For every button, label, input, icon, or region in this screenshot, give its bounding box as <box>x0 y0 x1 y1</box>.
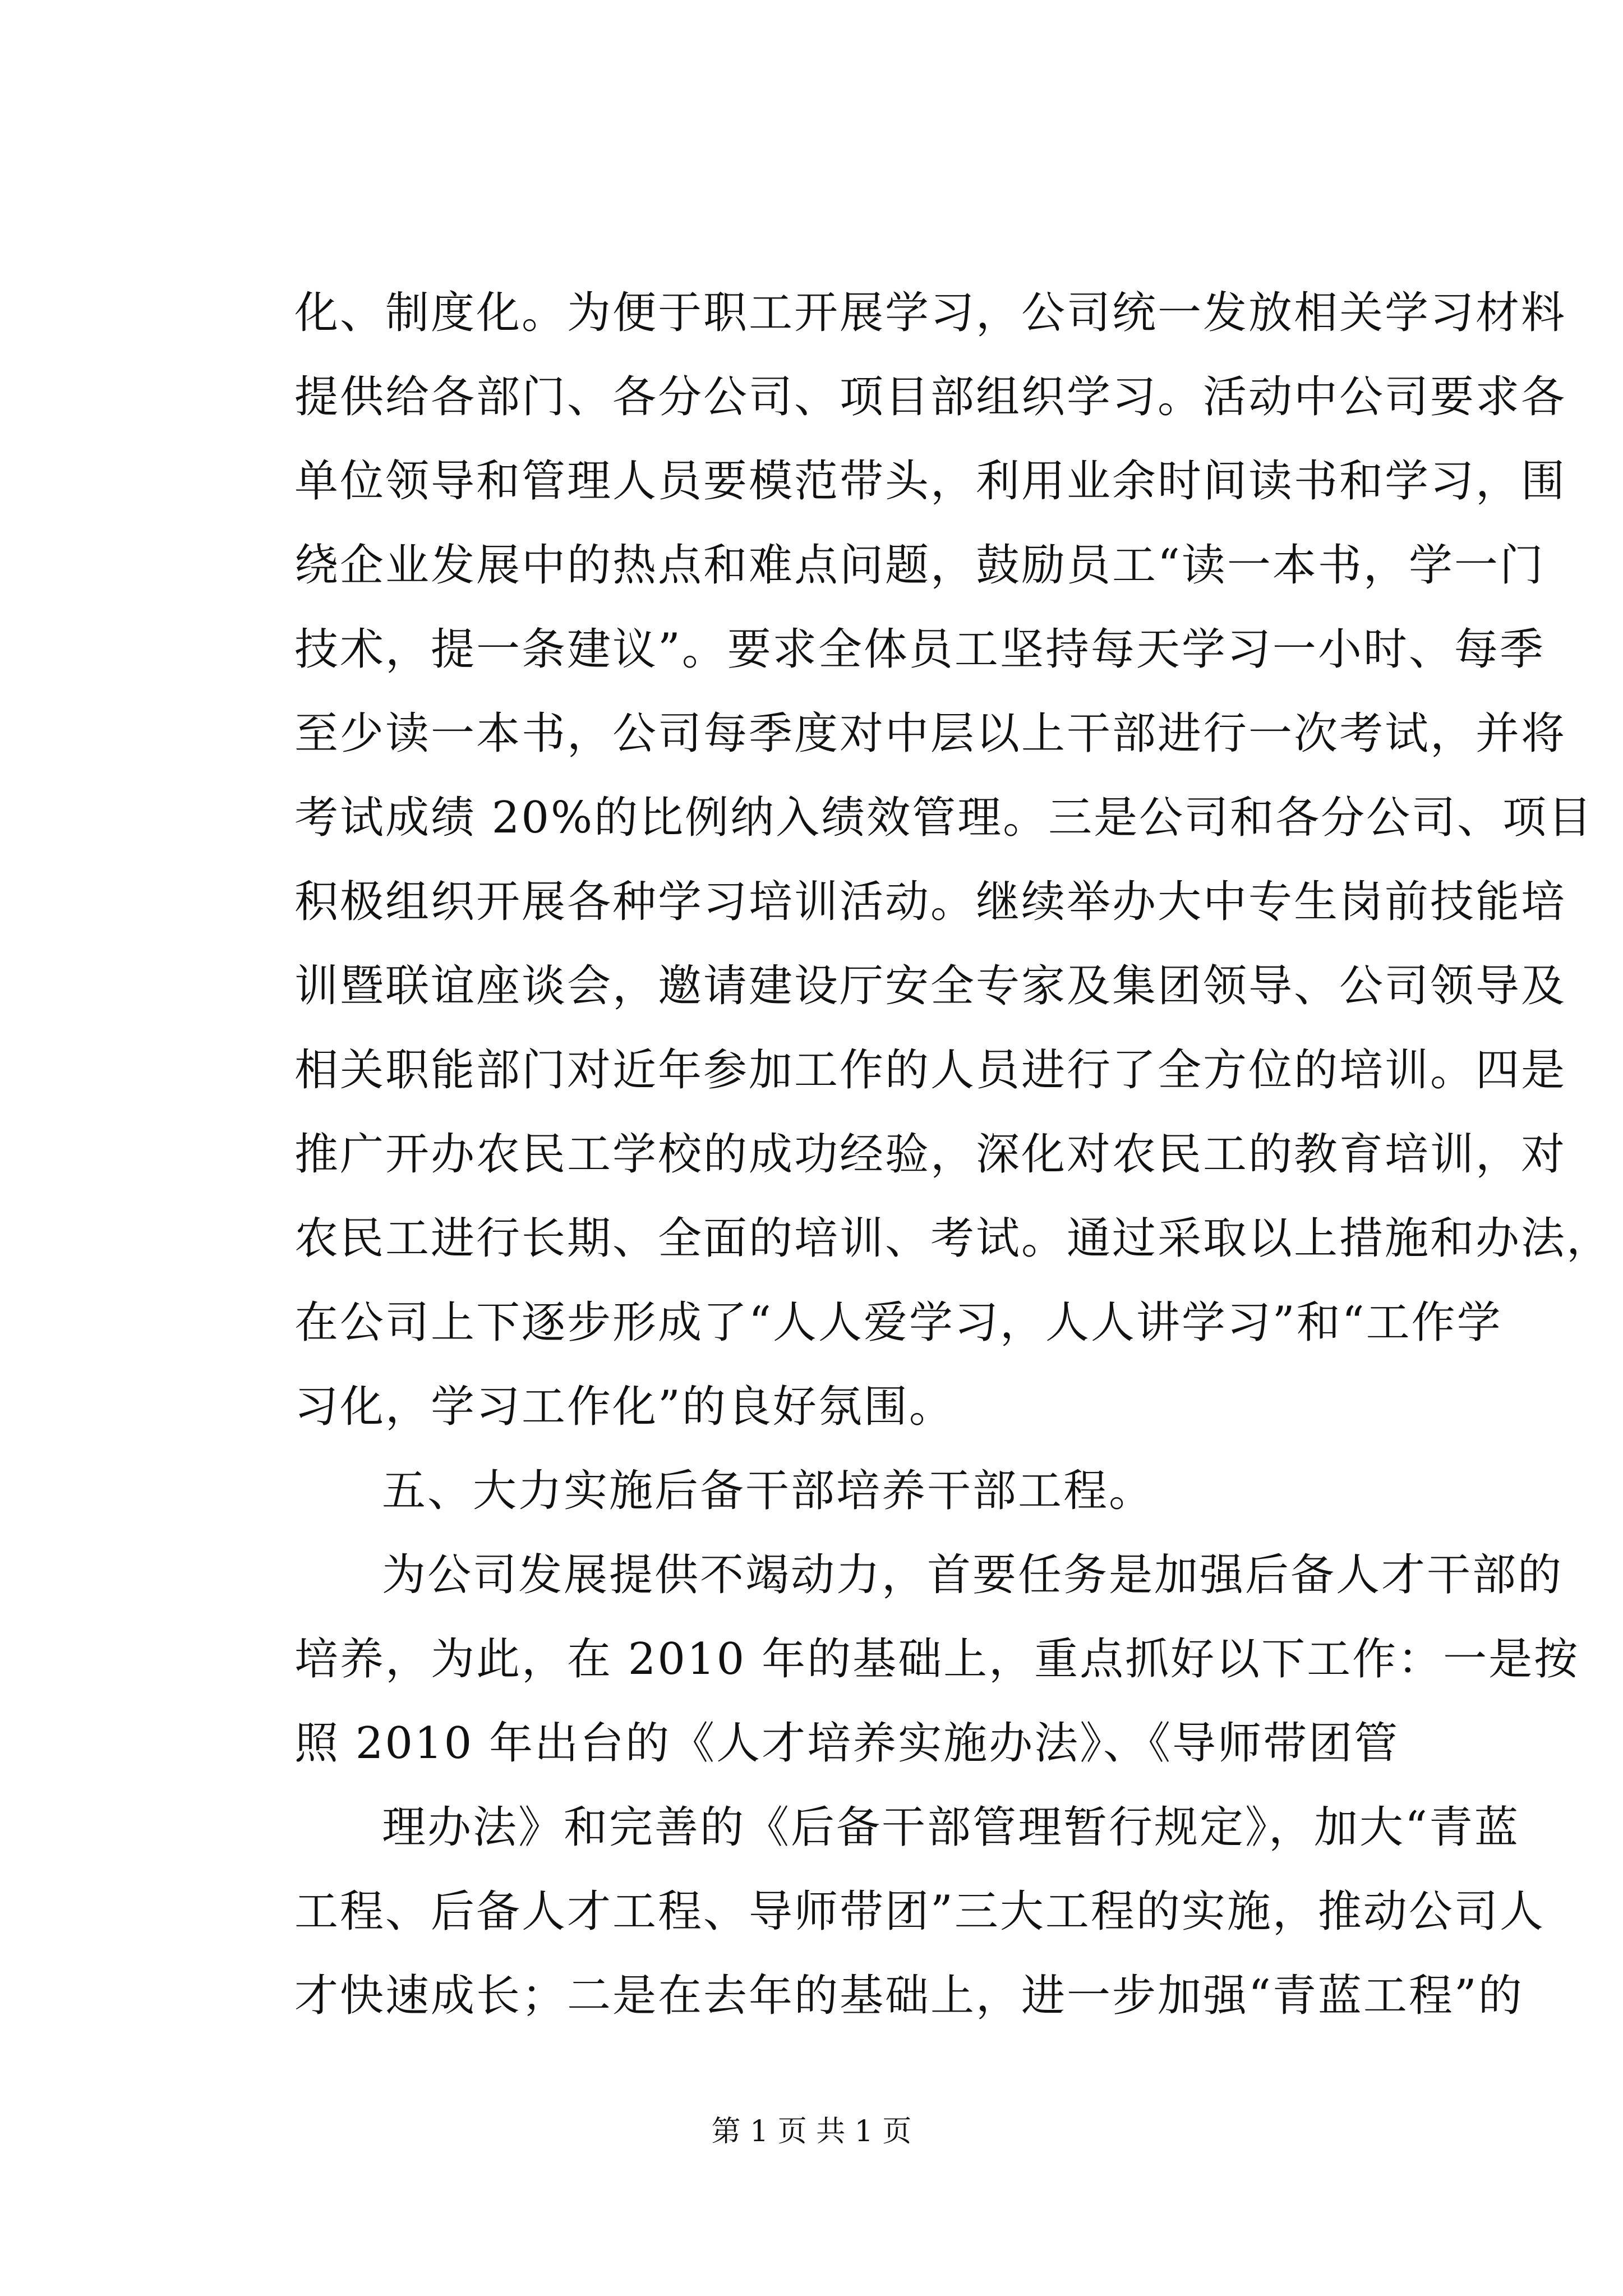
section-heading: 五、大力实施后备干部培养干部工程。 <box>382 1466 1155 1516</box>
text-line: 在公司上下逐步形成了“人人爱学习，人人讲学习”和“工作学 <box>294 1297 1502 1348</box>
text-line: 才快速成长；二是在去年的基础上，进一步加强“青蓝工程”的 <box>294 1971 1524 2021</box>
text-line: 提供给各部门、各分公司、项目部组织学习。活动中公司要求各 <box>294 372 1567 422</box>
text-line: 相关职能部门对近年参加工作的人员进行了全方位的培训。四是 <box>294 1045 1567 1096</box>
page-footer: 第 1 页 共 1 页 <box>711 2115 912 2148</box>
text-line: 农民工进行长期、全面的培训、考试。通过采取以上措施和办法， <box>294 1213 1612 1264</box>
text-line: 至少读一本书，公司每季度对中层以上干部进行一次考试，并将 <box>294 708 1567 759</box>
text-line: 单位领导和管理人员要模范带头，利用业余时间读书和学习，围 <box>294 456 1567 507</box>
text-line: 化、制度化。为便于职工开展学习，公司统一发放相关学习材料 <box>294 288 1567 338</box>
text-line: 理办法》和完善的《后备干部管理暂行规定》，加大“青蓝 <box>382 1802 1520 1853</box>
text-line: 为公司发展提供不竭动力，首要任务是加强后备人才干部的 <box>382 1550 1564 1600</box>
text-line: 培养，为此，在 2010 年的基础上，重点抓好以下工作：一是按 <box>294 1634 1580 1685</box>
text-line: 工程、后备人才工程、导师带团”三大工程的实施，推动公司人 <box>294 1887 1545 1937</box>
text-line: 训暨联谊座谈会，邀请建设厅安全专家及集团领导、公司领导及 <box>294 961 1567 1011</box>
text-line: 考试成绩 20%的比例纳入绩效管理。三是公司和各分公司、项目 <box>294 793 1594 843</box>
text-line: 积极组织开展各种学习培训活动。继续举办大中专生岗前技能培 <box>294 877 1567 927</box>
text-line: 推广开办农民工学校的成功经验，深化对农民工的教育培训，对 <box>294 1129 1567 1180</box>
text-line: 习化，学习工作化”的良好氛围。 <box>294 1382 955 1432</box>
text-line: 绕企业发展中的热点和难点问题，鼓励员工“读一本书，学一门 <box>294 540 1545 591</box>
text-line: 照 2010 年出台的《人才培养实施办法》、《导师带团管 <box>294 1718 1400 1769</box>
text-line: 技术，提一条建议”。要求全体员工坚持每天学习一小时、每季 <box>294 624 1545 675</box>
